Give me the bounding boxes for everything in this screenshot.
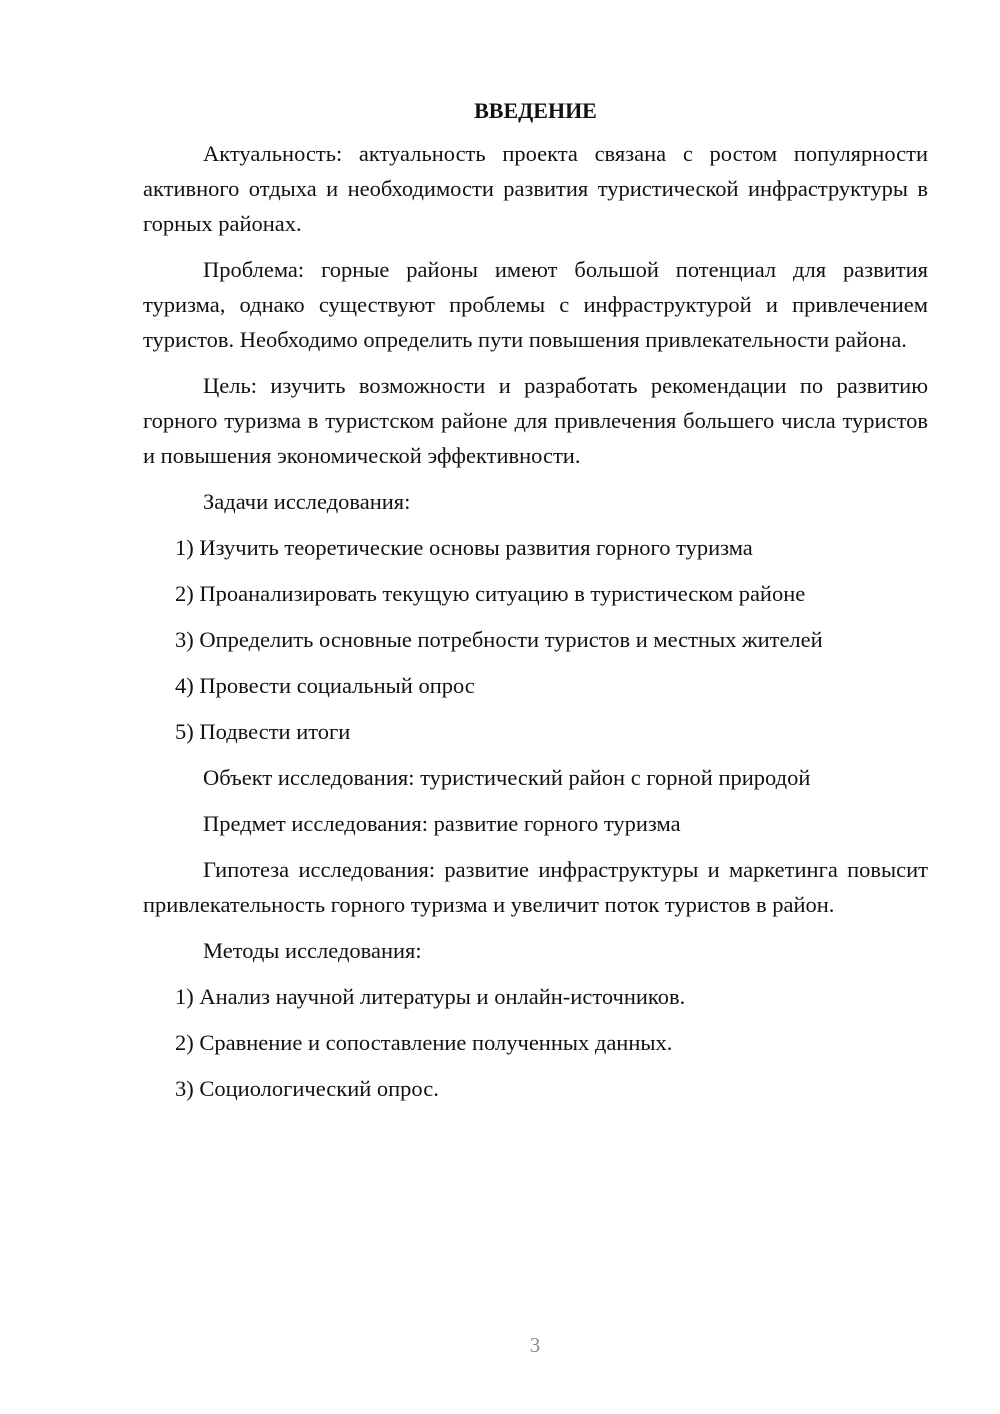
- subject-paragraph: Предмет исследования: развитие горного туризма: [203, 811, 681, 836]
- goal-paragraph: Цель: изучить возможности и разработать рекомендации по развитию горного туризма в туристском районе для привлечения большего числа туристов и повышения экономической эффективности.: [143, 373, 928, 468]
- hypothesis-paragraph: Гипотеза исследования: развитие инфраструктуры и маркетинга повысит привлекательность горного туризма и увеличит поток туристов в район.: [143, 857, 928, 917]
- task-item: 4) Провести социальный опрос: [175, 673, 475, 698]
- task-item: 5) Подвести итоги: [175, 719, 351, 744]
- tasks-heading: Задачи исследования:: [203, 489, 411, 514]
- page-number: 3: [529, 1333, 541, 1357]
- relevance-paragraph: Актуальность: актуальность проекта связана с ростом популярности активного отдыха и необходимости развития туристической инфраструктуры в горных районах.: [143, 141, 928, 236]
- method-item: 1) Анализ научной литературы и онлайн-источников.: [175, 984, 686, 1009]
- problem-paragraph: Проблема: горные районы имеют большой потенциал для развития туризма, однако существуют проблемы с инфраструктурой и привлечением туристов. Необходимо определить пути повышения привлекательности района.: [143, 257, 928, 352]
- task-item: 2) Проанализировать текущую ситуацию в туристическом районе: [175, 581, 806, 606]
- page-title: ВВЕДЕНИЕ: [474, 98, 597, 123]
- methods-heading: Методы исследования:: [203, 938, 422, 963]
- task-item: 1) Изучить теоретические основы развития горного туризма: [175, 535, 753, 560]
- document-page: [143, 97, 928, 1117]
- object-paragraph: Объект исследования: туристический район с горной природой: [203, 765, 811, 790]
- method-item: 2) Сравнение и сопоставление полученных данных.: [175, 1030, 673, 1055]
- task-item: 3) Определить основные потребности туристов и местных жителей: [175, 627, 823, 652]
- method-item: 3) Социологический опрос.: [175, 1076, 439, 1101]
